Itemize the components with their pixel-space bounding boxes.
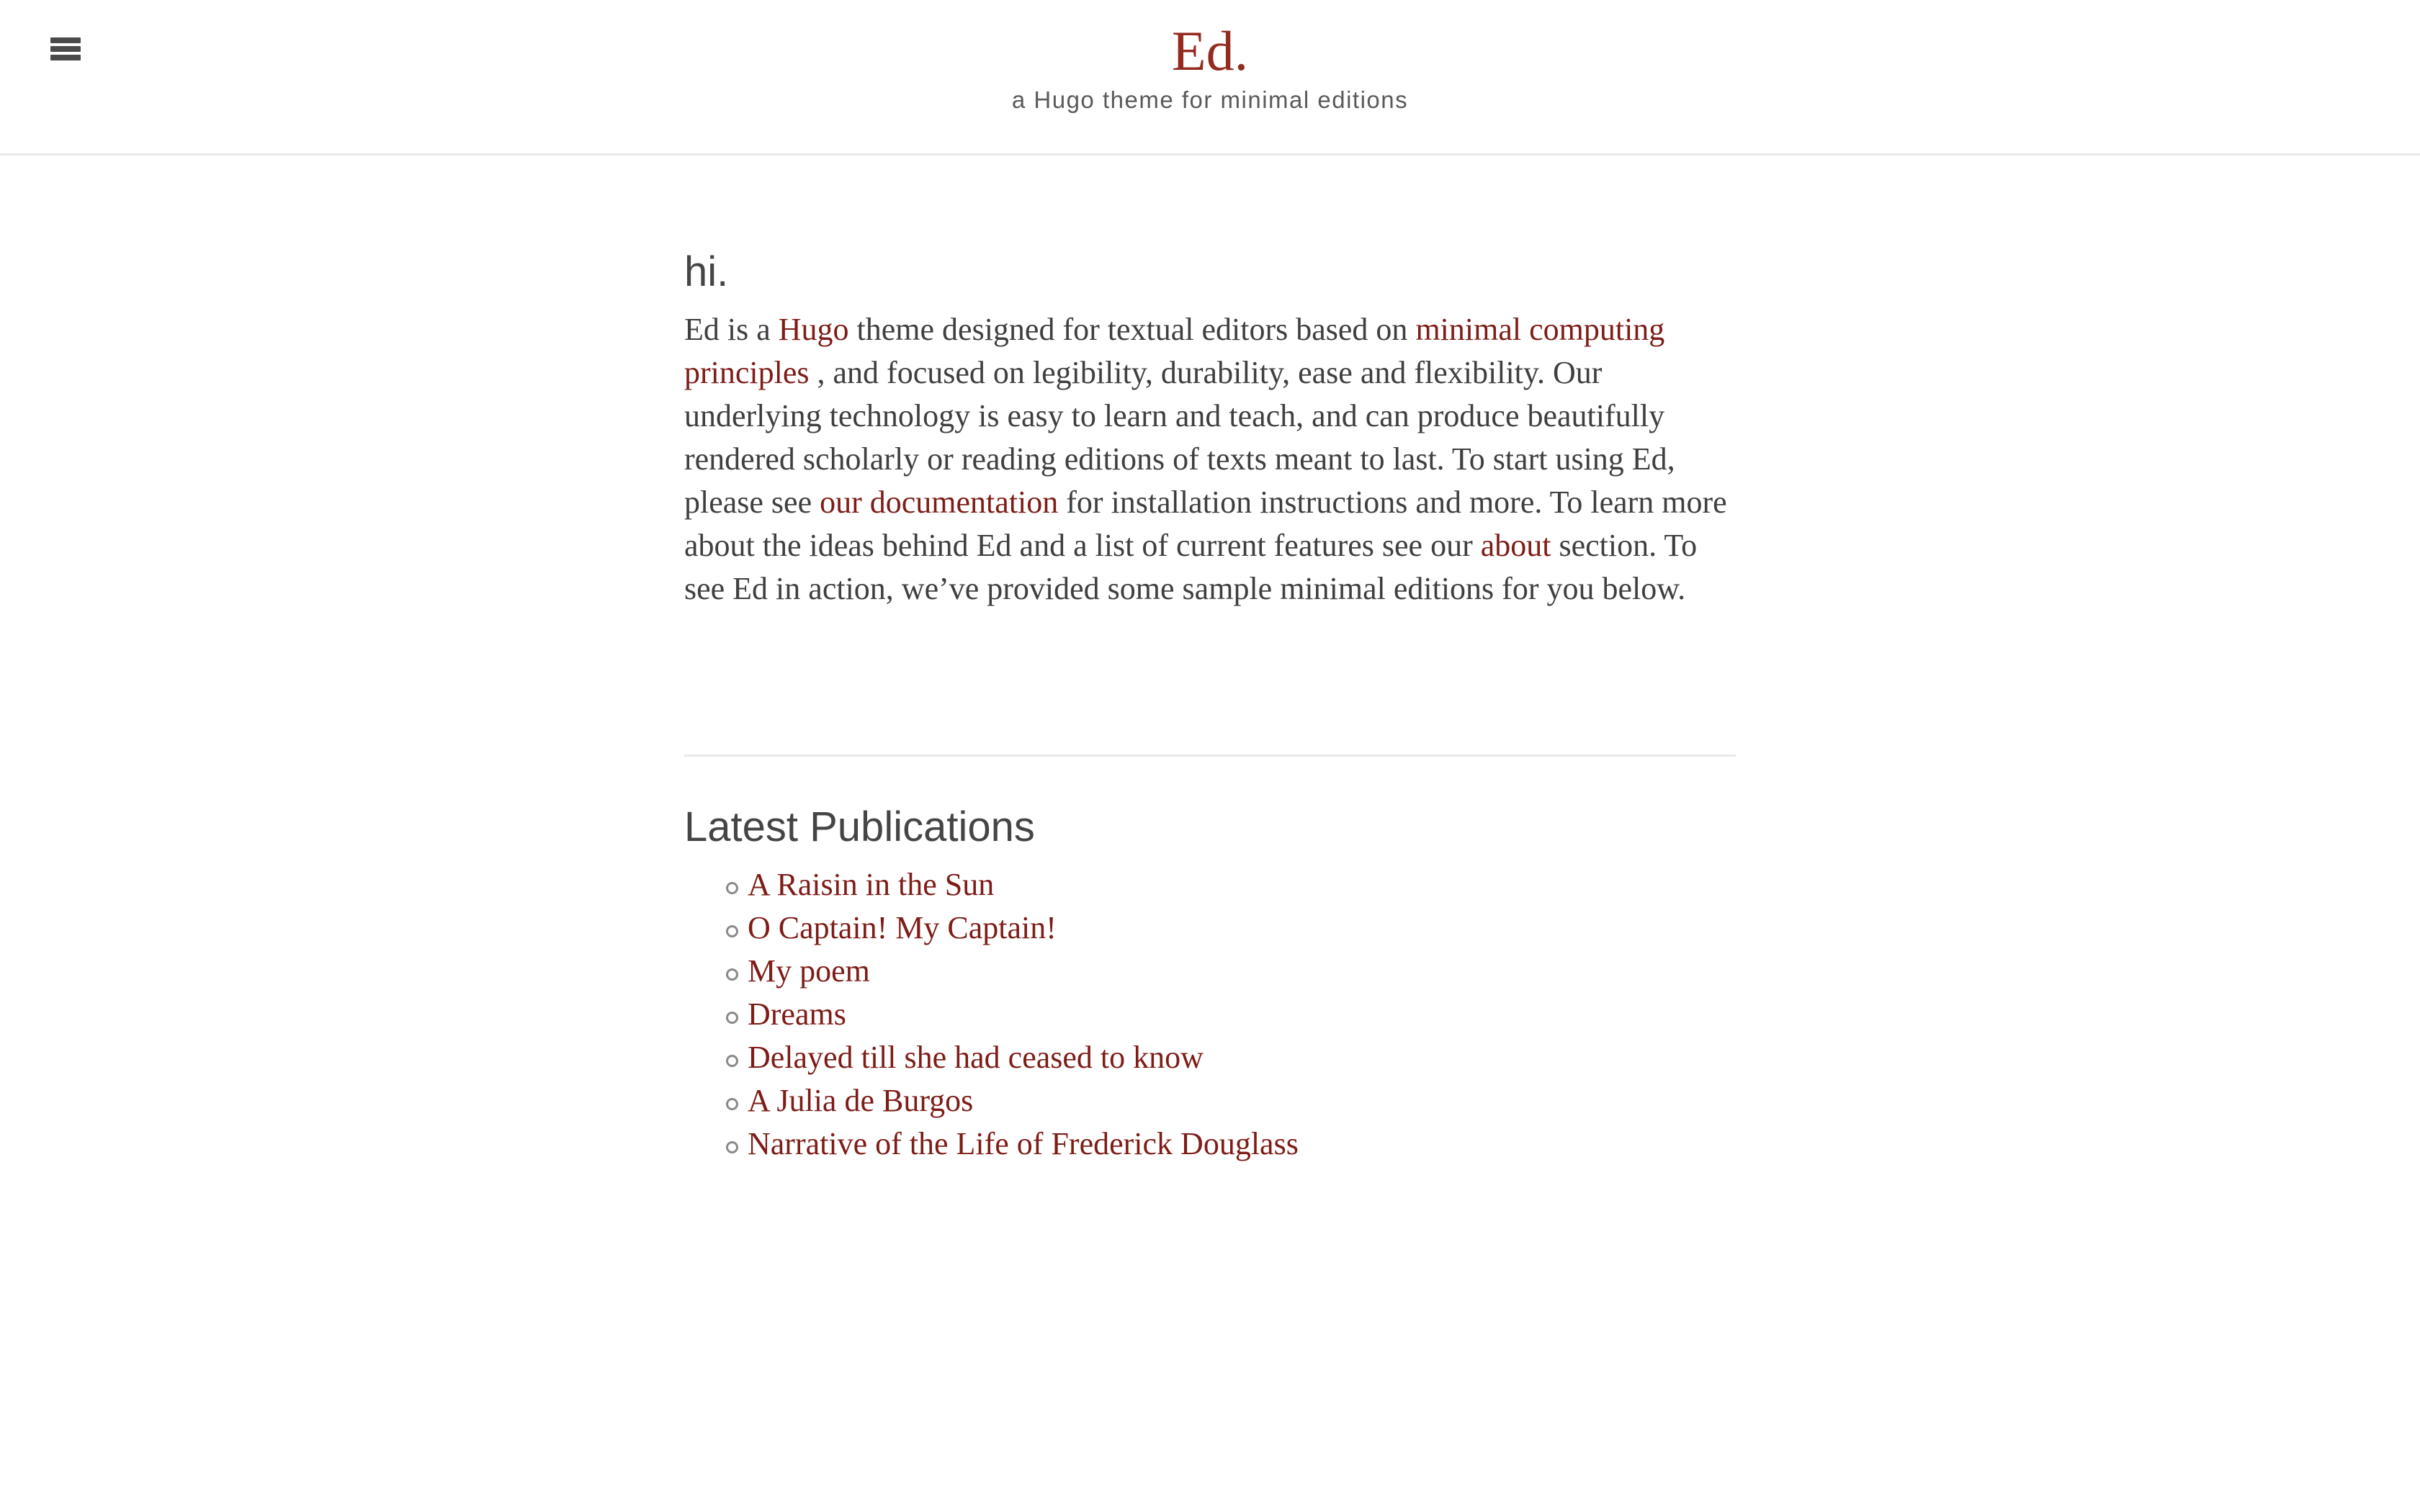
hamburger-bar <box>50 37 81 43</box>
intro-paragraph <box>684 308 1736 611</box>
hamburger-bar <box>50 55 81 60</box>
hamburger-icon <box>50 37 81 60</box>
intro-text: , and focused on legibility, durability, ease and flexibility. Our underlying technology is easy to learn and teach, and can produce beautifully rendered scholarly or reading editions of texts meant to last. To start using Ed, please see <box>684 354 1675 520</box>
intro-text: theme designed for textual editors based on <box>848 311 1416 347</box>
about-link[interactable]: about <box>1480 527 1551 563</box>
minimal-computing-principles-link[interactable]: minimal computing principles <box>684 311 1665 390</box>
menu-button[interactable] <box>50 37 81 60</box>
publication-link[interactable]: A Julia de Burgos <box>748 1082 974 1118</box>
list-item <box>748 993 1736 1036</box>
publication-link[interactable]: Dreams <box>748 996 846 1032</box>
list-item <box>748 1122 1736 1166</box>
documentation-link[interactable]: our documentation <box>820 484 1059 520</box>
site-header <box>0 0 2420 156</box>
publication-link[interactable]: My poem <box>748 953 870 989</box>
hamburger-bar <box>50 46 81 52</box>
intro-text: for installation instructions and more. To learn more about the ideas behind Ed and a list of current features see our <box>684 484 1727 563</box>
list-item <box>748 863 1736 906</box>
intro-text: section. To see Ed in action, we’ve provided some sample minimal editions for you below. <box>684 527 1698 606</box>
publication-link[interactable]: O Captain! My Captain! <box>748 909 1057 945</box>
site-subtitle: a Hugo theme for minimal editions <box>1011 86 1409 113</box>
list-item <box>748 1079 1736 1122</box>
hugo-link[interactable]: Hugo <box>778 311 849 347</box>
intro-text: Ed is a <box>684 311 779 347</box>
publication-link[interactable]: A Raisin in the Sun <box>748 866 995 902</box>
site-title[interactable]: Ed. <box>1171 19 1249 82</box>
publications-heading: Latest Publications <box>684 803 1035 850</box>
list-item <box>748 1036 1736 1079</box>
publication-link[interactable]: Narrative of the Life of Frederick Douglass <box>748 1125 1299 1161</box>
greeting-heading: hi. <box>684 248 729 295</box>
list-item <box>748 950 1736 993</box>
main-content <box>684 156 1736 1166</box>
section-divider <box>684 755 1736 757</box>
list-item <box>748 906 1736 950</box>
publication-link[interactable]: Delayed till she had ceased to know <box>748 1039 1204 1075</box>
publications-list <box>684 863 1736 1166</box>
